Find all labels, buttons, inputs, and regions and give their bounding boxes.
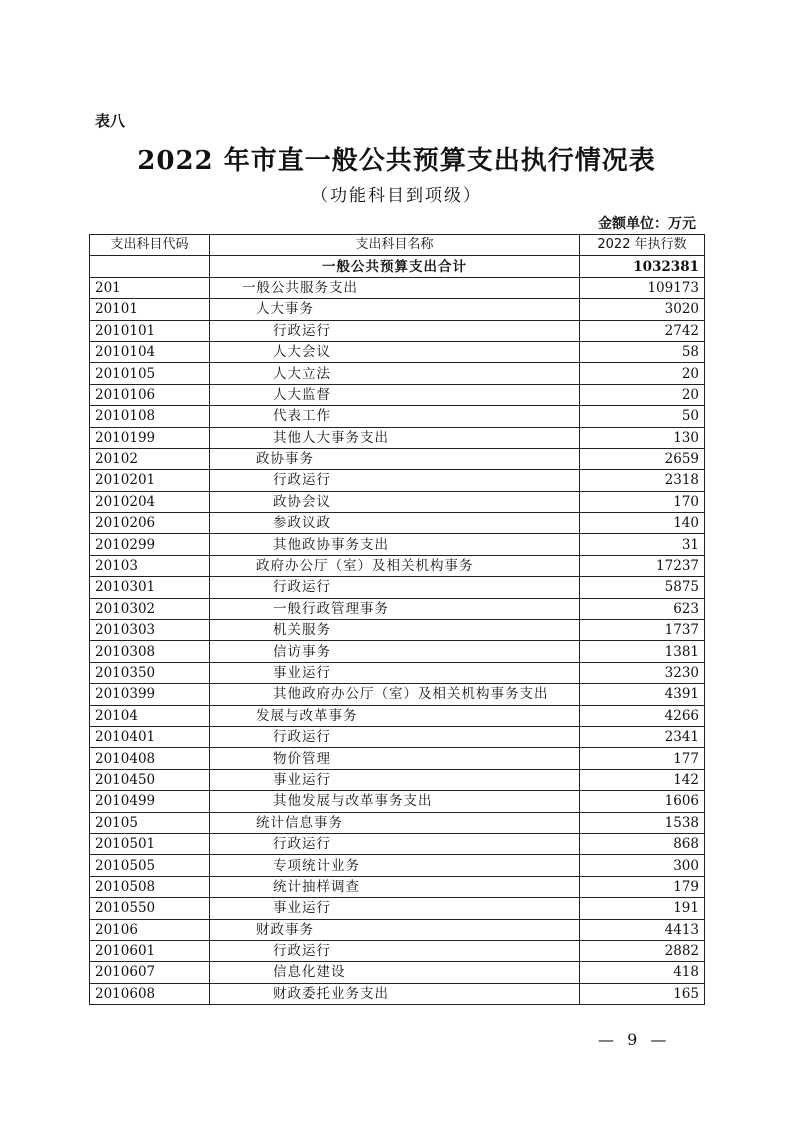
row-value-cell: 17237 (580, 555, 705, 576)
page-number: — 9 — (598, 1030, 671, 1049)
total-code-cell (90, 256, 210, 277)
row-value-cell: 177 (580, 748, 705, 769)
row-code-cell: 20101 (90, 299, 210, 320)
row-value-cell: 50 (580, 406, 705, 427)
row-name-cell: 政府办公厅（室）及相关机构事务 (210, 555, 580, 576)
row-name-cell: 人大会议 (210, 341, 580, 362)
table-row (90, 940, 705, 961)
row-value-cell: 58 (580, 341, 705, 362)
row-name-cell: 财政委托业务支出 (210, 983, 580, 1004)
table-row (90, 833, 705, 854)
table-row (90, 855, 705, 876)
table-row (90, 919, 705, 940)
row-name-cell: 行政运行 (210, 833, 580, 854)
row-code-cell: 2010301 (90, 577, 210, 598)
table-row (90, 598, 705, 619)
row-name-cell: 物价管理 (210, 748, 580, 769)
row-value-cell: 2742 (580, 320, 705, 341)
table-row (90, 898, 705, 919)
row-name-cell: 事业运行 (210, 898, 580, 919)
table-row (90, 684, 705, 705)
row-code-cell: 2010401 (90, 726, 210, 747)
budget-table (89, 234, 705, 1005)
table-row (90, 491, 705, 512)
table-row (90, 705, 705, 726)
table-row (90, 726, 705, 747)
table-label: 表八 (95, 112, 126, 130)
row-value-cell: 2882 (580, 940, 705, 961)
row-value-cell: 3020 (580, 299, 705, 320)
row-value-cell: 623 (580, 598, 705, 619)
row-name-cell: 其他发展与改革事务支出 (210, 791, 580, 812)
row-value-cell: 31 (580, 534, 705, 555)
row-value-cell: 130 (580, 427, 705, 448)
row-value-cell: 5875 (580, 577, 705, 598)
row-code-cell: 20103 (90, 555, 210, 576)
row-name-cell: 人大监督 (210, 384, 580, 405)
table-row (90, 341, 705, 362)
row-code-cell: 2010508 (90, 876, 210, 897)
row-name-cell: 事业运行 (210, 769, 580, 790)
table-row (90, 299, 705, 320)
row-code-cell: 2010106 (90, 384, 210, 405)
table-row (90, 448, 705, 469)
header-name: 支出科目名称 (210, 235, 580, 256)
table-row (90, 277, 705, 298)
page-subtitle: （功能科目到项级） (311, 186, 482, 206)
row-name-cell: 信息化建设 (210, 962, 580, 983)
row-name-cell: 专项统计业务 (210, 855, 580, 876)
table-row (90, 577, 705, 598)
row-code-cell: 2010550 (90, 898, 210, 919)
total-name-cell: 一般公共预算支出合计 (210, 256, 580, 277)
row-code-cell: 20104 (90, 705, 210, 726)
row-code-cell: 2010607 (90, 962, 210, 983)
row-code-cell: 2010201 (90, 470, 210, 491)
row-code-cell: 2010450 (90, 769, 210, 790)
row-name-cell: 行政运行 (210, 470, 580, 491)
row-code-cell: 2010108 (90, 406, 210, 427)
row-code-cell: 20102 (90, 448, 210, 469)
row-code-cell: 2010104 (90, 341, 210, 362)
row-name-cell: 参政议政 (210, 513, 580, 534)
table-body (90, 256, 705, 1005)
row-value-cell: 2659 (580, 448, 705, 469)
row-value-cell: 3230 (580, 662, 705, 683)
row-code-cell: 2010505 (90, 855, 210, 876)
row-name-cell: 人大立法 (210, 363, 580, 384)
row-name-cell: 统计信息事务 (210, 812, 580, 833)
row-value-cell: 4413 (580, 919, 705, 940)
row-code-cell: 2010206 (90, 513, 210, 534)
row-code-cell: 2010608 (90, 983, 210, 1004)
row-value-cell: 191 (580, 898, 705, 919)
row-code-cell: 20106 (90, 919, 210, 940)
row-code-cell: 2010350 (90, 662, 210, 683)
row-value-cell: 868 (580, 833, 705, 854)
row-value-cell: 4266 (580, 705, 705, 726)
row-value-cell: 20 (580, 384, 705, 405)
table-row (90, 427, 705, 448)
table-row (90, 406, 705, 427)
table-row (90, 320, 705, 341)
row-name-cell: 行政运行 (210, 940, 580, 961)
table-row (90, 769, 705, 790)
table-row (90, 962, 705, 983)
row-code-cell: 2010204 (90, 491, 210, 512)
row-value-cell: 109173 (580, 277, 705, 298)
table-row (90, 748, 705, 769)
row-code-cell: 2010303 (90, 620, 210, 641)
row-value-cell: 1737 (580, 620, 705, 641)
row-name-cell: 一般公共服务支出 (210, 277, 580, 298)
row-name-cell: 政协事务 (210, 448, 580, 469)
row-value-cell: 1606 (580, 791, 705, 812)
row-name-cell: 事业运行 (210, 662, 580, 683)
total-row (90, 256, 705, 277)
row-code-cell: 2010499 (90, 791, 210, 812)
row-name-cell: 行政运行 (210, 726, 580, 747)
table-row (90, 641, 705, 662)
row-name-cell: 信访事务 (210, 641, 580, 662)
page-title: 2022 年市直一般公共预算支出执行情况表 (137, 146, 656, 176)
row-value-cell: 2341 (580, 726, 705, 747)
row-name-cell: 统计抽样调查 (210, 876, 580, 897)
row-code-cell: 2010199 (90, 427, 210, 448)
row-value-cell: 179 (580, 876, 705, 897)
table-row (90, 384, 705, 405)
row-name-cell: 财政事务 (210, 919, 580, 940)
row-value-cell: 300 (580, 855, 705, 876)
row-code-cell: 2010408 (90, 748, 210, 769)
header-code: 支出科目代码 (90, 235, 210, 256)
row-value-cell: 2318 (580, 470, 705, 491)
row-name-cell: 代表工作 (210, 406, 580, 427)
row-name-cell: 行政运行 (210, 577, 580, 598)
table-row (90, 662, 705, 683)
row-name-cell: 其他政协事务支出 (210, 534, 580, 555)
row-code-cell: 2010299 (90, 534, 210, 555)
table-row (90, 513, 705, 534)
row-name-cell: 其他政府办公厅（室）及相关机构事务支出 (210, 684, 580, 705)
row-code-cell: 2010501 (90, 833, 210, 854)
table-row (90, 555, 705, 576)
row-name-cell: 一般行政管理事务 (210, 598, 580, 619)
row-name-cell: 行政运行 (210, 320, 580, 341)
header-value: 2022 年执行数 (580, 235, 705, 256)
row-name-cell: 发展与改革事务 (210, 705, 580, 726)
table-row (90, 363, 705, 384)
table-row (90, 983, 705, 1004)
row-value-cell: 140 (580, 513, 705, 534)
row-code-cell: 201 (90, 277, 210, 298)
table-row (90, 812, 705, 833)
row-code-cell: 2010399 (90, 684, 210, 705)
row-value-cell: 170 (580, 491, 705, 512)
row-code-cell: 2010101 (90, 320, 210, 341)
table-row (90, 620, 705, 641)
row-code-cell: 2010308 (90, 641, 210, 662)
row-name-cell: 机关服务 (210, 620, 580, 641)
row-name-cell: 其他人大事务支出 (210, 427, 580, 448)
table-row (90, 534, 705, 555)
table-header-row (90, 235, 705, 256)
table-row (90, 791, 705, 812)
unit-label: 金额单位：万元 (598, 216, 696, 232)
row-value-cell: 1381 (580, 641, 705, 662)
row-code-cell: 20105 (90, 812, 210, 833)
row-value-cell: 165 (580, 983, 705, 1004)
row-code-cell: 2010601 (90, 940, 210, 961)
row-value-cell: 20 (580, 363, 705, 384)
table-row (90, 876, 705, 897)
row-code-cell: 2010105 (90, 363, 210, 384)
row-value-cell: 418 (580, 962, 705, 983)
row-value-cell: 1538 (580, 812, 705, 833)
total-value-cell: 1032381 (580, 256, 705, 277)
row-value-cell: 142 (580, 769, 705, 790)
table-row (90, 470, 705, 491)
row-name-cell: 政协会议 (210, 491, 580, 512)
row-code-cell: 2010302 (90, 598, 210, 619)
row-value-cell: 4391 (580, 684, 705, 705)
row-name-cell: 人大事务 (210, 299, 580, 320)
